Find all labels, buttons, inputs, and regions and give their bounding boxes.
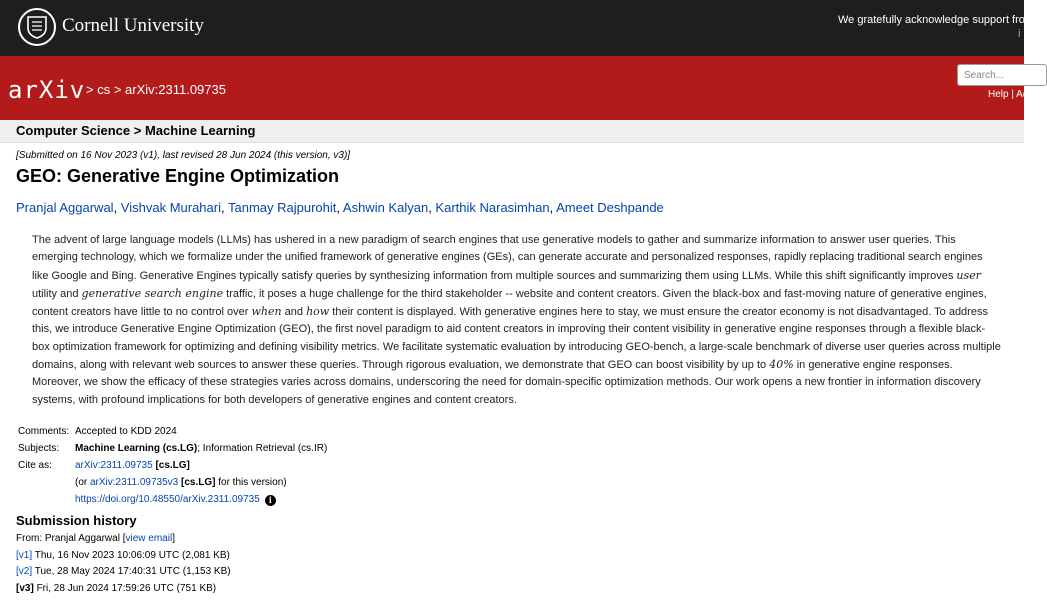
from-line: From: Pranjal Aggarwal [view email] bbox=[16, 533, 175, 544]
author-link[interactable]: Vishvak Murahari bbox=[120, 200, 221, 215]
subjects-label: Subjects: bbox=[18, 443, 60, 454]
submission-history bbox=[16, 531, 231, 597]
author-link[interactable]: Pranjal Aggarwal bbox=[16, 200, 114, 215]
author-link[interactable]: Tanmay Rajpurohit bbox=[228, 200, 337, 215]
version-row: [v3] Fri, 28 Jun 2024 17:59:26 UTC (751 KB) bbox=[16, 582, 217, 594]
abstract: The advent of large language models (LLMs) has ushered in a new paradigm of search engines that use generative models to gather and summarize information to answer user queries. This emerging technology, which we formalize under the unified framework of generative engines (GEs), can generate accurate and personalized responses, rapidly replacing traditional search engines like Google and Bing. Generative Engines typically satisfy queries by synthesizing information from multiple sources and summarizing them using LLMs. While this shift significantly improves user utility and generative search engine traffic, it poses a huge challenge for the third stakeholder -- website and content creators. Given the black-box and fast-moving nature of generative engines, content creators have little to no control over when and how their content is displayed. With generative engines here to stay, we must ensure the creator economy is not disadvantaged. To address this, we introduce Generative Engine Optimization (GEO), the first novel paradigm to aid content creators in improving their content visibility in generative engine responses through a flexible black-box optimization framework for optimizing and defining visibility metrics. We facilitate systematic evaluation by introducing GEO-bench, a large-scale benchmark of diverse user queries across multiple domains, along with relevant web sources to answer these queries. Through rigorous evaluation, we demonstrate that GEO can boost visibility by up to 40% in generative engine responses. Moreover, we show the efficacy of these strategies varies across domains, underscoring the need for domain-specific optimization methods. Our work opens a new frontier in information discovery systems, with profound implications for both developers of generative engines and content creators. bbox=[32, 234, 1001, 406]
author-link[interactable]: Ashwin Kalyan bbox=[342, 200, 429, 215]
doi-row bbox=[75, 491, 276, 508]
submission-history-title: Submission history bbox=[16, 513, 137, 528]
version-link-v2[interactable]: [v2] bbox=[16, 566, 33, 577]
search-input[interactable]: Search... bbox=[957, 64, 1047, 86]
version-cite: (or arXiv:2311.09735v3 [cs.LG] for this version) bbox=[75, 477, 287, 488]
paper-title: GEO: Generative Engine Optimization bbox=[16, 166, 340, 186]
version-current-v3: [v3] bbox=[16, 582, 34, 594]
help-advanced-link[interactable]: Help | Ad bbox=[988, 89, 1029, 100]
cite-value: arXiv:2311.09735 [cs.LG] bbox=[75, 460, 190, 471]
arxiv-logo[interactable]: arXiv bbox=[8, 76, 86, 104]
comments-label: Comments: bbox=[18, 426, 70, 437]
cornell-university-link[interactable]: Cornell University bbox=[62, 15, 204, 36]
subject-heading: Computer Science > Machine Learning bbox=[16, 123, 256, 138]
comments-value: Accepted to KDD 2024 bbox=[75, 426, 177, 437]
submission-dates: [Submitted on 16 Nov 2023 (v1), last revised 28 Jun 2024 (this version, v3)] bbox=[16, 150, 351, 161]
view-email-link[interactable]: view email bbox=[125, 533, 173, 544]
version-link-v1[interactable]: [v1] bbox=[16, 549, 33, 561]
doi-link[interactable]: https://doi.org/10.48550/arXiv.2311.09735 bbox=[75, 494, 260, 505]
author-link[interactable]: Karthik Narasimhan bbox=[435, 200, 550, 215]
support-acknowledgement-cont: i bbox=[1018, 28, 1021, 40]
subjects-value: Machine Learning (cs.LG); Information Retrieval (cs.IR) bbox=[75, 443, 328, 454]
cite-label: Cite as: bbox=[18, 460, 52, 471]
info-icon[interactable]: i bbox=[265, 495, 276, 506]
subject-bar bbox=[0, 120, 1024, 143]
breadcrumb[interactable]: > cs > arXiv:2311.09735 bbox=[86, 82, 226, 97]
cornell-seal-icon[interactable] bbox=[18, 8, 56, 46]
author-link[interactable]: Ameet Deshpande bbox=[556, 200, 664, 215]
support-acknowledgement[interactable]: We gratefully acknowledge support from th bbox=[838, 14, 1047, 26]
version-row: [v1] Thu, 16 Nov 2023 10:06:09 UTC (2,081 KB) bbox=[16, 549, 230, 561]
cite-id-link[interactable]: arXiv:2311.09735 bbox=[75, 460, 153, 471]
author-list: Pranjal Aggarwal, Vishvak Murahari, Tanmay Rajpurohit, Ashwin Kalyan, Karthik Narasimhan, Ameet Deshpande bbox=[16, 200, 664, 215]
version-id-link[interactable]: arXiv:2311.09735v3 bbox=[90, 477, 179, 488]
version-row: [v2] Tue, 28 May 2024 17:40:31 UTC (1,153 KB) bbox=[16, 566, 231, 577]
